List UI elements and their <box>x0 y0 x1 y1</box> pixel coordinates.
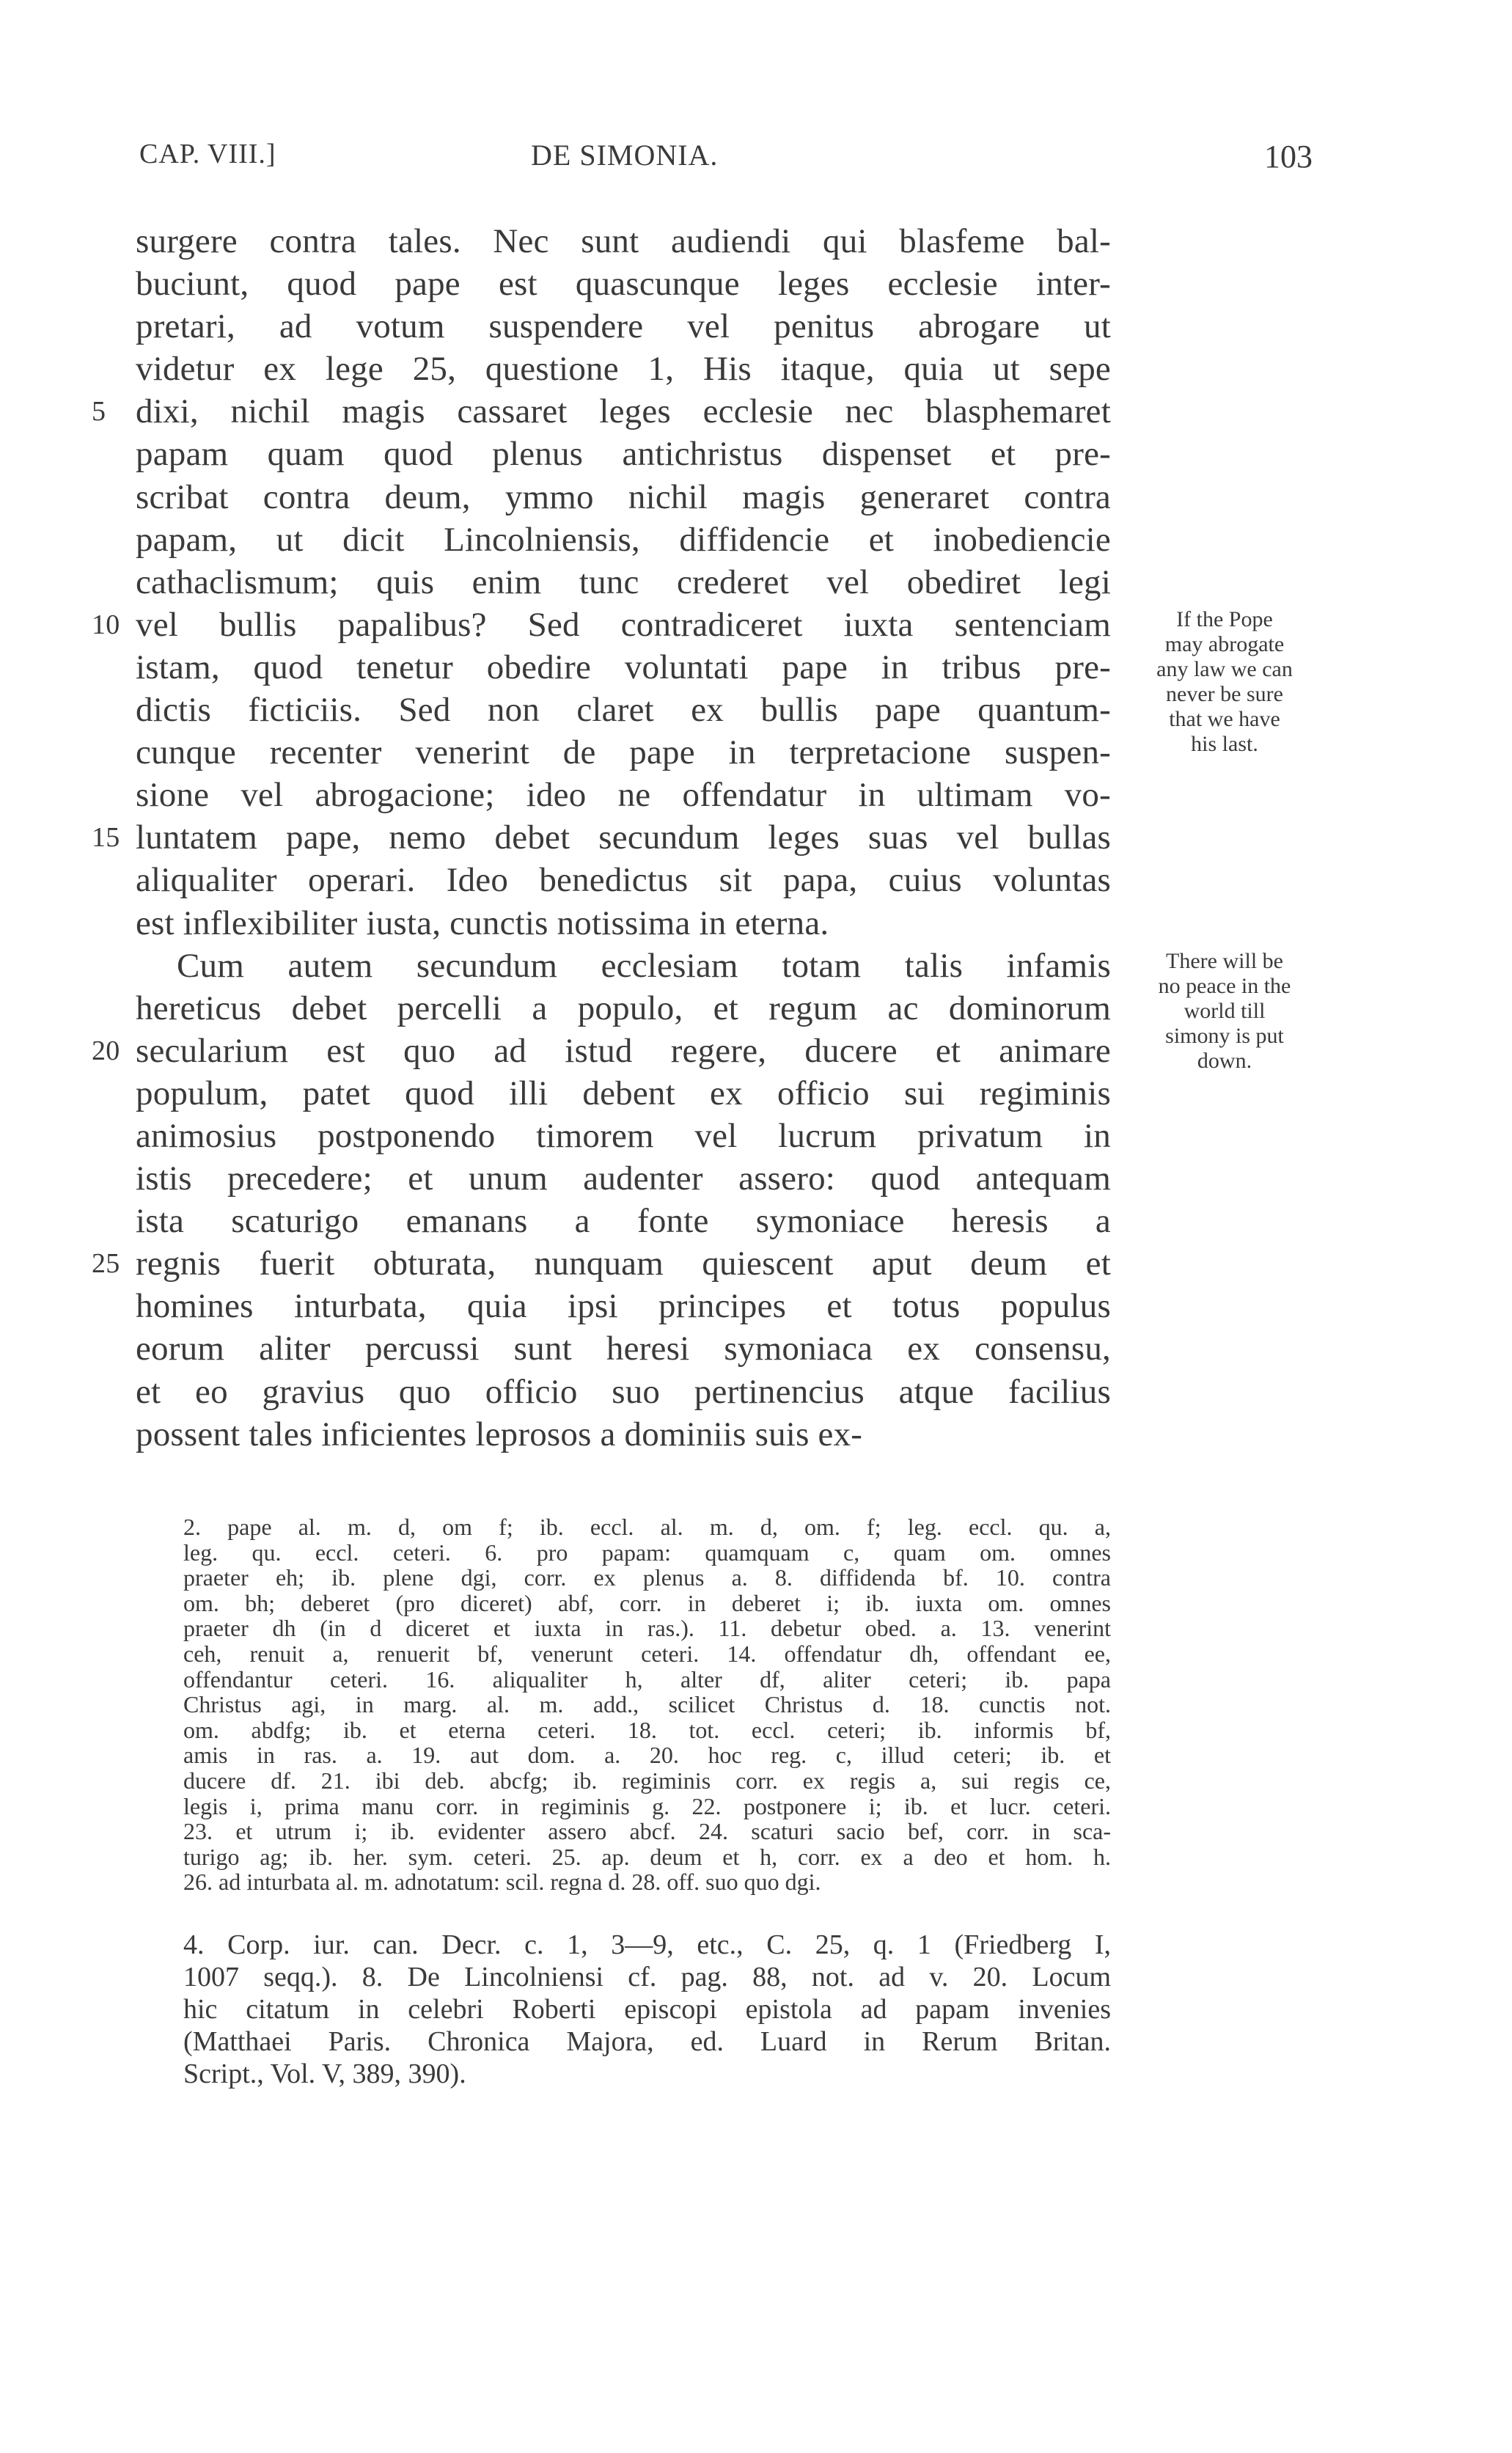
margin-note-line: no peace in the <box>1158 974 1291 998</box>
margin-note-line: any law we can <box>1156 657 1293 681</box>
line-text: vel bullis papalibus? Sed contradiceret iuxta sentenciam <box>136 605 1111 644</box>
text-line <box>136 1072 1111 1115</box>
line-text: papam, ut dicit Lincolniensis, diffidencie et inobediencie <box>136 520 1111 559</box>
apparatus-line: ducere df. 21. ibi deb. abcfg; ib. regiminis corr. ex regis a, sui regis ce, <box>183 1767 1111 1794</box>
apparatus-line: 26. ad inturbata al. m. adnotatum: scil. regna d. 28. off. suo quo dgi. <box>183 1869 821 1896</box>
line-text: istam, quod tenetur obedire voluntati pape in tribus pre- <box>136 648 1111 686</box>
text-line <box>136 987 1111 1030</box>
line-number: 5 <box>92 396 106 428</box>
apparatus-line: 23. et utrum i; ib. evidenter assero abcf. 24. scaturi sacio bef, corr. in sca- <box>183 1818 1111 1845</box>
text-line <box>136 1285 1111 1327</box>
apparatus-line: praeter dh (in d diceret et iuxta in ras.). 11. debetur obed. a. 13. venerint <box>183 1615 1111 1642</box>
text-line <box>92 390 1111 433</box>
line-text: surgere contra tales. Nec sunt audiendi qui blasfeme bal- <box>136 222 1111 260</box>
apparatus-line: Christus agi, in marg. al. m. add., scilicet Christus d. 18. cunctis not. <box>183 1691 1111 1718</box>
text-line <box>92 816 1111 859</box>
margin-note-peace <box>1118 949 1331 1074</box>
margin-note-line: If the Pope <box>1176 607 1273 631</box>
line-text: aliqualiter operari. Ideo benedictus sit papa, cuius voluntas <box>136 861 1111 900</box>
text-line <box>92 1030 1111 1072</box>
margin-note-line: may abrogate <box>1164 632 1285 656</box>
text-line <box>136 518 1111 561</box>
running-header <box>0 138 1512 182</box>
line-text: dixi, nichil magis cassaret leges ecclesie nec blasphemaret <box>136 392 1111 431</box>
line-text: hereticus debet percelli a populo, et regum ac dominorum <box>136 989 1111 1027</box>
text-line <box>92 1242 1111 1285</box>
apparatus-line: turigo ag; ib. her. sym. ceteri. 25. ap. deum et h, corr. ex a deo et hom. h. <box>183 1843 1111 1870</box>
line-text: sione vel abrogacione; ideo ne offendatur in ultimam vo- <box>136 776 1111 815</box>
source-notes <box>183 1929 1111 2090</box>
line-text: animosius postponendo timorem vel lucrum privatum in <box>136 1116 1111 1155</box>
apparatus-line: om. bh; deberet (pro diceret) abf, corr. in deberet i; ib. iuxta om. omnes <box>183 1589 1111 1616</box>
line-text: ista scaturigo emanans a fonte symoniace heresis a <box>136 1202 1111 1241</box>
line-text: videtur ex lege 25, questione 1, His itaque, quia ut sepe <box>136 350 1111 389</box>
note-line: 1007 seqq.). 8. De Lincolniensi cf. pag. 88, not. ad v. 20. Locum <box>183 1962 1111 1992</box>
text-line <box>136 476 1111 518</box>
apparatus-line: om. abdfg; ib. et eterna ceteri. 18. tot. eccl. ceteri; ib. informis bf, <box>183 1716 1111 1743</box>
line-text: luntatem pape, nemo debet secundum leges suas vel bullas <box>136 818 1111 857</box>
margin-note-line: his last. <box>1191 732 1258 756</box>
line-text: Cum autem secundum ecclesiam totam talis infamis <box>177 946 1111 985</box>
text-line <box>136 220 1111 263</box>
chapter-label: CAP. VIII.] <box>139 139 276 169</box>
margin-note-line: down. <box>1197 1049 1252 1073</box>
line-text: est inflexibiliter iusta, cunctis notissima in eterna. <box>136 903 829 942</box>
line-text: secularium est quo ad istud regere, ducere et animare <box>136 1031 1111 1070</box>
text-line <box>136 1371 1111 1413</box>
line-text: istis precedere; et unum audenter assero: quod antequam <box>136 1159 1111 1198</box>
apparatus-line: leg. qu. eccl. ceteri. 6. pro papam: quamquam c, quam om. omnes <box>183 1539 1111 1566</box>
apparatus-line: legis i, prima manu corr. in regiminis g. 22. postponere i; ib. et lucr. ceteri. <box>183 1792 1111 1819</box>
line-text: cunque recenter venerint de pape in terpretacione suspen- <box>136 733 1111 772</box>
apparatus-line: praeter eh; ib. plene dgi, corr. ex plenus a. 8. diffidenda bf. 10. contra <box>183 1564 1111 1591</box>
note-line: Script., Vol. V, 389, 390). <box>183 2058 466 2089</box>
margin-note-line: never be sure <box>1166 682 1283 706</box>
line-text: homines inturbata, quia ipsi principes et totus populus <box>136 1287 1111 1326</box>
text-line <box>136 902 1111 945</box>
note-line: hic citatum in celebri Roberti episcopi epistola ad papam invenies <box>183 1994 1111 2025</box>
text-line <box>136 774 1111 816</box>
line-number: 20 <box>92 1035 120 1066</box>
line-number: 25 <box>92 1248 120 1280</box>
critical-apparatus <box>183 1514 1111 1895</box>
note-line: 4. Corp. iur. can. Decr. c. 1, 3—9, etc., C. 25, q. 1 (Friedberg I, <box>183 1929 1111 1960</box>
text-line <box>92 604 1111 646</box>
text-line <box>136 1327 1111 1370</box>
text-line <box>136 646 1111 689</box>
running-title: DE SIMONIA. <box>531 139 719 172</box>
text-line <box>136 945 1111 987</box>
apparatus-line: amis in ras. a. 19. aut dom. a. 20. hoc reg. c, illud ceteri; ib. et <box>183 1742 1111 1769</box>
line-text: possent tales inficientes leprosos a dominiis suis ex- <box>136 1415 863 1453</box>
line-number: 10 <box>92 609 120 640</box>
line-text: papam quam quod plenus antichristus dispenset et pre- <box>136 435 1111 474</box>
text-line <box>136 305 1111 348</box>
main-text <box>92 220 1111 1456</box>
text-line <box>136 731 1111 774</box>
apparatus-line: ceh, renuit a, renuerit bf, venerunt ceteri. 14. offendatur dh, offendant ee, <box>183 1640 1111 1667</box>
line-text: populum, patet quod illi debent ex officio sui regiminis <box>136 1074 1111 1112</box>
text-line <box>136 561 1111 604</box>
text-line <box>136 1200 1111 1242</box>
line-number: 15 <box>92 822 120 854</box>
text-line <box>136 433 1111 475</box>
line-text: eorum aliter percussi sunt heresi symoniaca ex consensu, <box>136 1330 1111 1368</box>
line-text: scribat contra deum, ymmo nichil magis generaret contra <box>136 477 1111 516</box>
text-line <box>136 689 1111 731</box>
text-line <box>136 1157 1111 1200</box>
text-line <box>136 1115 1111 1157</box>
apparatus-line: 2. pape al. m. d, om f; ib. eccl. al. m. d, om. f; leg. eccl. qu. a, <box>183 1514 1111 1540</box>
note-line: (Matthaei Paris. Chronica Majora, ed. Luard in Rerum Britan. <box>183 2026 1111 2057</box>
line-text: regnis fuerit obturata, nunquam quiescent aput deum et <box>136 1244 1111 1283</box>
margin-note-pope <box>1118 607 1331 757</box>
margin-note-line: simony is put <box>1165 1024 1284 1048</box>
line-text: pretari, ad votum suspendere vel penitus abrogare ut <box>136 307 1111 346</box>
page-number: 103 <box>1264 139 1313 175</box>
line-text: dictis ficticiis. Sed non claret ex bullis pape quantum- <box>136 691 1111 730</box>
line-text: cathaclismum; quis enim tunc crederet vel obediret legi <box>136 562 1111 601</box>
text-line <box>136 263 1111 305</box>
apparatus-line: offendantur ceteri. 16. aliqualiter h, alter df, aliter ceteri; ib. papa <box>183 1665 1111 1693</box>
line-text: et eo gravius quo officio suo pertinencius atque facilius <box>136 1372 1111 1411</box>
line-text: buciunt, quod pape est quascunque leges ecclesie inter- <box>136 265 1111 304</box>
margin-note-line: that we have <box>1169 707 1280 731</box>
text-line <box>136 1413 1111 1456</box>
margin-note-line: world till <box>1183 999 1266 1023</box>
text-line <box>136 348 1111 390</box>
text-line <box>136 859 1111 901</box>
margin-note-line: There will be <box>1166 949 1283 973</box>
